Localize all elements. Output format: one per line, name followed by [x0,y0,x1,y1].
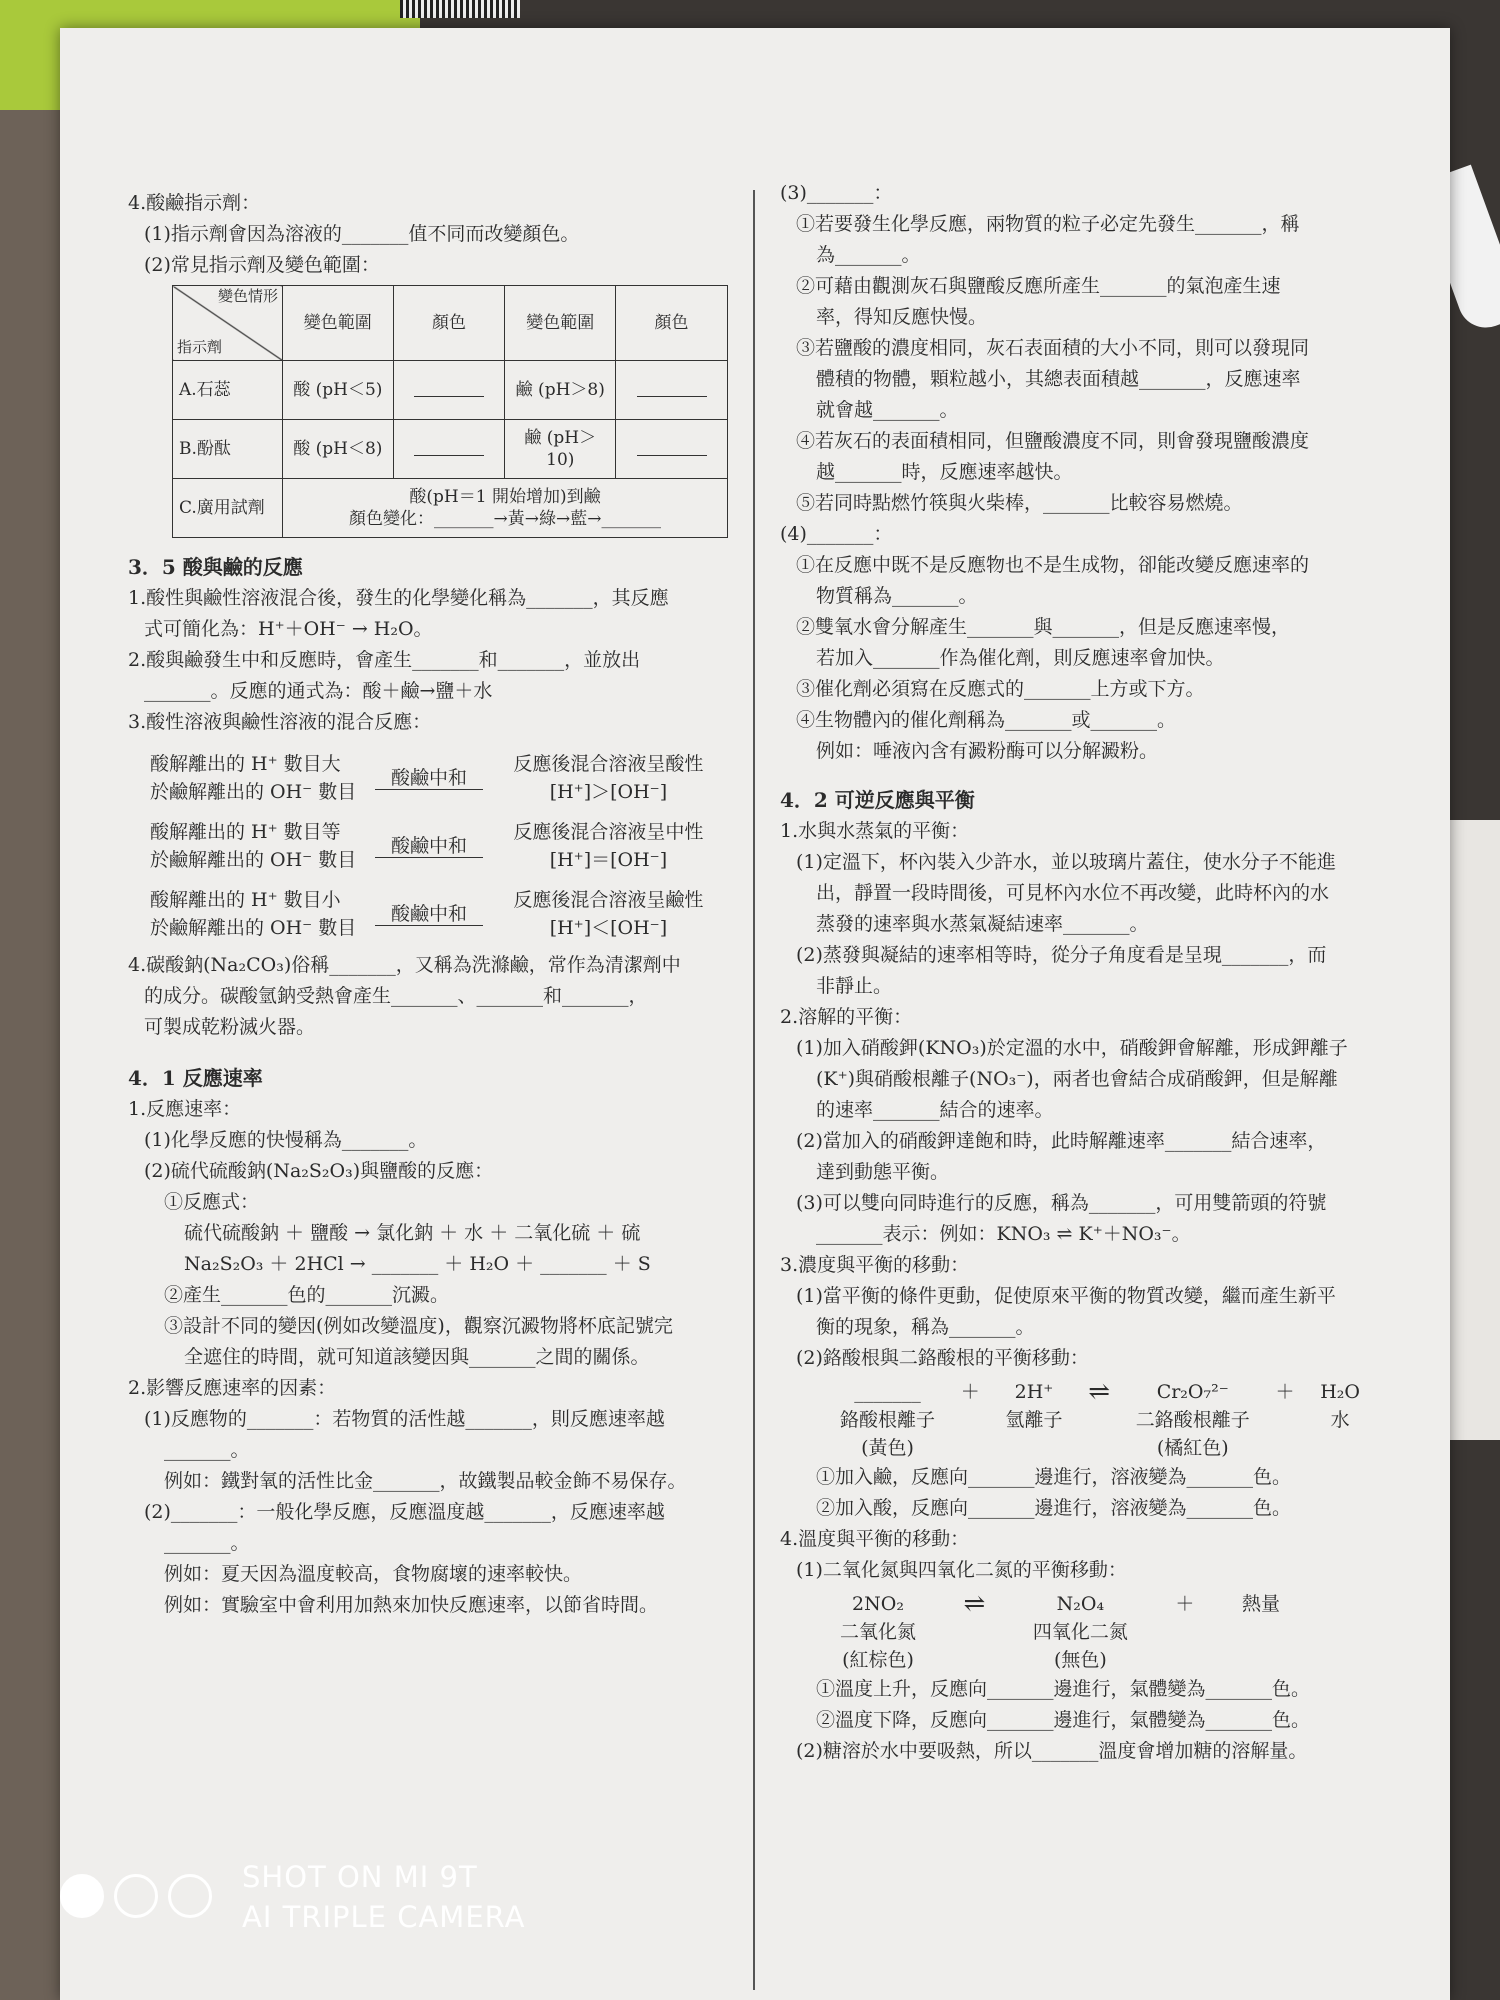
text-line: (1)反應物的_______：若物質的活性越_______，則反應速率越 [144,1408,665,1430]
eq-species-name: 二鉻酸根離子 [1135,1409,1250,1431]
text-line: 的成分。碳酸氫鈉受熱會產生_______、_______和_______， [144,985,648,1007]
universal-text: 酸(pH＝1 開始增加)到鹼 [409,487,601,507]
text-line: (1)定溫下，杯內裝入少許水，並以玻璃片蓋住，使水分子不能進 [796,851,1336,873]
text-line: 2.影響反應速率的因素： [128,1377,337,1399]
equation-line: Na₂S₂O₃ ＋ 2HCl → _______ ＋ H₂O ＋ _______ ＋ S [184,1253,651,1275]
text-line: (1)指示劑會因為溶液的_______值不同而改變顏色。 [144,223,580,245]
text-line: 越_______時，反應速率越快。 [816,461,1073,483]
text-line: (1)加入硝酸鉀(KNO₃)於定溫的水中，硝酸鉀會解離，形成鉀離子 [796,1037,1348,1059]
mix-diagram-row [150,750,728,806]
text-line: 例如：夏天因為溫度較高，食物腐壞的速率較快。 [164,1563,583,1585]
table-corner [173,286,283,361]
mix-left-text: 酸解離出的 H⁺ 數目小 [150,889,341,911]
text-line: 例如：鐵對氧的活性比金_______，故鐵製品較金飾不易保存。 [164,1470,687,1492]
corner-top-label: 變色情形 [218,287,279,305]
text-line: ③催化劑必須寫在反應式的_______上方或下方。 [796,678,1205,700]
eq-species: N₂O₄ [1056,1593,1105,1615]
text-line: ②可藉由觀測灰石與鹽酸反應所產生_______的氣泡產生速 [796,275,1281,297]
table-header: 顏色 [616,286,728,361]
text-line: 式可簡化為：H⁺＋OH⁻ → H₂O。 [144,618,433,640]
mix-arrow-label: 酸鹼中和 [391,834,468,857]
text-line: 率，得知反應快慢。 [816,306,988,328]
universal-text: 顏色變化：_______→黃→綠→藍→_______ [349,509,661,529]
text-line: (1)二氧化氮與四氧化二氮的平衡移動： [796,1559,1127,1581]
text-line: 為_______。 [816,244,921,266]
mix-result-text: 反應後混合溶液呈中性 [513,821,704,843]
blank-line [637,378,707,397]
text-line: 就會越_______。 [816,399,959,421]
text-line: ①在反應中既不是反應物也不是生成物，卻能改變反應速率的 [796,554,1310,576]
eq-species-name: 鉻酸根離子 [840,1409,936,1431]
text-line: 1.水與水蒸氣的平衡： [780,820,970,842]
right-arrow-icon [375,857,483,858]
text-line: (2)蒸發與凝結的速率相等時，從分子角度看是呈現_______，而 [796,944,1327,966]
mix-left-text: 酸解離出的 H⁺ 數目等 [150,821,341,843]
text-line: 3.酸性溶液與鹼性溶液的混合反應： [128,711,432,733]
text-line: 的速率_______結合的速率。 [816,1099,1054,1121]
text-line: ①反應式： [164,1191,260,1213]
blank-line [637,437,707,456]
text-line: _______表示：例如：KNO₃ ⇌ K⁺＋NO₃⁻。 [816,1223,1191,1245]
mix-left-text: 於鹼解離出的 OH⁻ 數目 [150,849,357,871]
mix-result-text: [H⁺]＜[OH⁻] [549,917,668,939]
text-line: (3)可以雙向同時進行的反應，稱為_______，可用雙箭頭的符號 [796,1192,1327,1214]
text-line: 例如：唾液內含有澱粉酶可以分解澱粉。 [816,740,1159,762]
text-line: 2.酸與鹼發生中和反應時，會產生_______和_______，並放出 [128,649,641,671]
text-line: ②加入酸，反應向_______邊進行，溶液變為_______色。 [816,1497,1292,1519]
text-line: ⑤若同時點燃竹筷與火柴棒，_______比較容易燃燒。 [796,492,1243,514]
text-line: ②雙氧水會分解產生_______與_______，但是反應速率慢， [796,616,1291,638]
table-header: 顏色 [393,286,505,361]
text-line: ②溫度下降，反應向_______邊進行，氣體變為_______色。 [816,1709,1311,1731]
text-line: (K⁺)與硝酸根離子(NO₃⁻)，兩者也會結合成硝酸鉀，但是解離 [816,1068,1338,1090]
section-indicator-title: 4.酸鹼指示劑： [128,192,261,214]
equilibrium-arrow-icon: ⇌ [1088,1377,1110,1407]
mix-arrow-label: 酸鹼中和 [391,766,468,789]
text-line: (2)硫代硫酸鈉(Na₂S₂O₃)與鹽酸的反應： [144,1160,494,1182]
color-blank-cell [393,420,505,479]
text-line: ③若鹽酸的濃度相同，灰石表面積的大小不同，則可以發現同 [796,337,1310,359]
text-line: ①溫度上升，反應向_______邊進行，氣體變為_______色。 [816,1678,1311,1700]
right-arrow-icon [375,925,483,926]
mix-arrow-label: 酸鹼中和 [391,902,468,925]
text-line: (2)鉻酸根與二鉻酸根的平衡移動： [796,1347,1089,1369]
text-line: (3)_______： [780,182,893,204]
indicator-name: A.石蕊 [173,361,283,420]
universal-indicator-cell [283,479,728,538]
right-column [780,178,1400,1767]
text-line: 例如：實驗室中會利用加熱來加快反應速率，以節省時間。 [164,1594,659,1616]
text-line: _______。反應的通式為：酸＋鹼→鹽＋水 [144,680,493,702]
eq-species: 熱量 [1241,1593,1280,1615]
barcode-strip [400,0,520,18]
range-cell: 鹼 (pH＞10) [505,420,616,479]
column-divider [753,190,755,1990]
text-line: ④若灰石的表面積相同，但鹽酸濃度不同，則會發現鹽酸濃度 [796,430,1310,452]
text-line: 2.溶解的平衡： [780,1006,913,1028]
plus-sign: ＋ [960,1381,980,1403]
mix-result-text: [H⁺]＞[OH⁻] [549,781,668,803]
blank-line [414,378,484,397]
color-blank-cell [393,361,505,420]
eq-species-color: (無色) [1053,1649,1107,1671]
text-line: 非靜止。 [816,975,893,997]
eq-species-name: 四氧化二氮 [1032,1621,1128,1643]
mix-result-text: 反應後混合溶液呈鹼性 [513,889,704,911]
plus-sign: ＋ [1175,1593,1195,1615]
eq-species-color: (紅棕色) [842,1649,914,1671]
range-cell: 酸 (pH＜5) [283,361,394,420]
eq-species: 2NO₂ [852,1593,904,1615]
text-line: 3.濃度與平衡的移動： [780,1254,970,1276]
eq-species: H₂O [1320,1381,1360,1403]
color-blank-cell [616,361,728,420]
text-line: ①若要發生化學反應，兩物質的粒子必定先發生_______，稱 [796,213,1300,235]
eq-species-name: 水 [1330,1409,1350,1431]
text-line: 出，靜置一段時間後，可見杯內水位不再改變，此時杯內的水 [816,882,1330,904]
eq-species-name: 二氧化氮 [840,1621,917,1643]
text-line: 體積的物體，顆粒越小，其總表面積越_______，反應速率 [816,368,1301,390]
heading-3-5: 3．5 酸與鹼的反應 [128,555,303,579]
equation-line: 硫代硫酸鈉 ＋ 鹽酸 → 氯化鈉 ＋ 水 ＋ 二氧化硫 ＋ 硫 [184,1222,641,1244]
left-column [128,188,728,1621]
table-header: 變色範圍 [283,286,394,361]
text-line: _______。 [164,1439,250,1461]
text-line: (2)當加入的硝酸鉀達飽和時，此時解離速率_______結合速率， [796,1130,1327,1152]
color-blank-cell [616,420,728,479]
text-line: 物質稱為_______。 [816,585,978,607]
heading-4-1: 4．1 反應速率 [128,1066,263,1090]
plus-sign: ＋ [1275,1381,1295,1403]
table-header: 變色範圍 [505,286,616,361]
text-line: 蒸發的速率與水蒸氣凝結速率_______。 [816,913,1149,935]
text-line: 4.溫度與平衡的移動： [780,1528,970,1550]
equilibrium-arrow-icon: ⇌ [963,1589,986,1619]
triple-camera-icon [60,1874,212,1918]
chromate-equation [840,1378,1360,1462]
table-row [173,479,728,538]
text-line: (2)常見指示劑及變色範圍： [144,254,380,276]
table-row [173,361,728,420]
text-line: 1.酸性與鹼性溶液混合後，發生的化學變化稱為_______，其反應 [128,587,669,609]
mix-result-text: [H⁺]＝[OH⁻] [549,849,668,871]
eq-species-name: 氫離子 [1005,1409,1063,1431]
text-line: 全遮住的時間，就可知道該變因與_______之間的關係。 [184,1346,650,1368]
text-line: ②產生_______色的_______沉澱。 [164,1284,450,1306]
eq-species-color: (橘紅色) [1156,1437,1229,1459]
eq-species: _______ [854,1381,921,1403]
indicator-table [172,285,728,538]
watermark-line-2: AI TRIPLE CAMERA [242,1900,526,1934]
table-row [173,420,728,479]
text-line: 1.反應速率： [128,1098,242,1120]
blank-line [414,437,484,456]
text-line: (4)_______： [780,523,893,545]
mix-left-text: 酸解離出的 H⁺ 數目大 [150,753,341,775]
text-line: 若加入_______作為催化劑，則反應速率會加快。 [816,647,1225,669]
range-cell: 鹼 (pH＞8) [505,361,616,420]
indicator-name: B.酚酞 [173,420,283,479]
text-line: (2)糖溶於水中要吸熱，所以_______溫度會增加糖的溶解量。 [796,1740,1308,1762]
heading-4-2: 4．2 可逆反應與平衡 [780,788,975,812]
mix-left-text: 於鹼解離出的 OH⁻ 數目 [150,917,357,939]
text-line: ①加入鹼，反應向_______邊進行，溶液變為_______色。 [816,1466,1292,1488]
text-line: ③設計不同的變因(例如改變溫度)，觀察沉澱物將杯底記號完 [164,1315,673,1337]
text-line: ④生物體內的催化劑稱為_______或_______。 [796,709,1177,731]
watermark-line-1: SHOT ON MI 9T [242,1860,478,1894]
mix-left-text: 於鹼解離出的 OH⁻ 數目 [150,781,357,803]
text-line: 衡的現象，稱為_______。 [816,1316,1035,1338]
text-line: (1)當平衡的條件更動，促使原來平衡的物質改變，繼而產生新平 [796,1285,1336,1307]
eq-species: 2H⁺ [1014,1381,1054,1403]
eq-species-color: (黃色) [861,1437,914,1459]
text-line: 4.碳酸鈉(Na₂CO₃)俗稱_______，又稱為洗滌鹼，常作為清潔劑中 [128,954,681,976]
mix-diagram-row [150,818,728,874]
no2-equation [840,1590,1280,1674]
text-line: 可製成乾粉滅火器。 [144,1016,316,1038]
right-arrow-icon [375,789,483,790]
eq-species: Cr₂O₇²⁻ [1156,1381,1229,1403]
text-line: _______。 [164,1532,250,1554]
text-line: 達到動態平衡。 [816,1161,950,1183]
text-line: (1)化學反應的快慢稱為_______。 [144,1129,428,1151]
text-line: (2)_______：一般化學反應，反應溫度越_______，反應速率越 [144,1501,665,1523]
range-cell: 酸 (pH＜8) [283,420,394,479]
corner-bottom-label: 指示劑 [177,338,223,356]
mix-result-text: 反應後混合溶液呈酸性 [513,753,704,775]
mix-diagram-row [150,886,728,942]
indicator-name: C.廣用試劑 [173,479,283,538]
